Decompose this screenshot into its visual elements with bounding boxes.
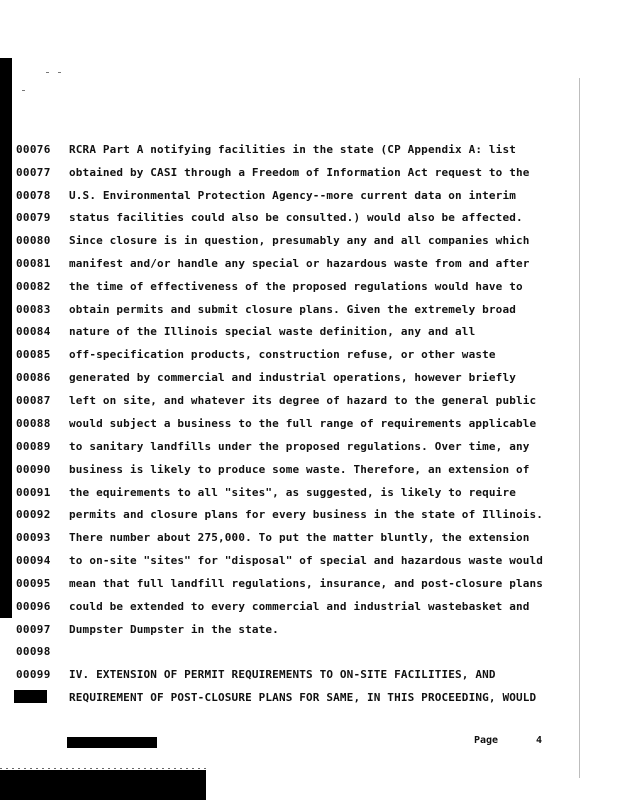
line-text: generated by commercial and industrial operations, however briefly xyxy=(69,371,516,384)
line-text: off-specification products, construction refuse, or other waste xyxy=(69,348,496,361)
line-number: 00080 xyxy=(16,234,51,247)
scan-speck xyxy=(58,72,61,73)
text-line xyxy=(0,207,618,229)
footer-redaction-bar xyxy=(67,737,157,748)
page-number: 4 xyxy=(536,735,543,746)
text-line xyxy=(0,299,618,321)
text-line xyxy=(0,459,618,481)
text-line xyxy=(0,390,618,412)
text-line xyxy=(0,230,618,252)
line-number: 00077 xyxy=(16,166,51,179)
line-number: 00089 xyxy=(16,440,51,453)
line-text: There number about 275,000. To put the matter bluntly, the extension xyxy=(69,531,530,544)
line-text: permits and closure plans for every business in the state of Illinois. xyxy=(69,508,544,521)
line-text: could be extended to every commercial and industrial wastebasket and xyxy=(69,600,530,613)
text-line xyxy=(0,185,618,207)
scan-speck xyxy=(22,90,25,91)
line-text: to on-site "sites" for "disposal" of special and hazardous waste would xyxy=(69,554,544,567)
line-text: Since closure is in question, presumably any and all companies which xyxy=(69,234,530,247)
line-number: 00095 xyxy=(16,577,51,590)
line-number: 00086 xyxy=(16,371,51,384)
text-line xyxy=(0,344,618,366)
text-line xyxy=(0,527,618,549)
text-line xyxy=(0,619,618,641)
line-text: RCRA Part A notifying facilities in the state (CP Appendix A: list xyxy=(69,143,516,156)
line-number: 00092 xyxy=(16,508,51,521)
line-text: obtained by CASI through a Freedom of Information Act request to the xyxy=(69,166,530,179)
line-number: 00084 xyxy=(16,325,51,338)
line-number: 00081 xyxy=(16,257,51,270)
bottom-redaction-bar xyxy=(0,770,206,800)
text-line xyxy=(0,139,618,161)
line-text: manifest and/or handle any special or hazardous waste from and after xyxy=(69,257,530,270)
line-number: 00082 xyxy=(16,280,51,293)
text-line xyxy=(0,482,618,504)
line-number: 00076 xyxy=(16,143,51,156)
line-text: mean that full landfill regulations, insurance, and post-closure plans xyxy=(69,577,544,590)
text-line xyxy=(0,253,618,275)
line-number: 00083 xyxy=(16,303,51,316)
text-line xyxy=(0,367,618,389)
text-line xyxy=(0,596,618,618)
line-text: the time of effectiveness of the proposed regulations would have to xyxy=(69,280,523,293)
text-line xyxy=(0,413,618,435)
line-number: 00078 xyxy=(16,189,51,202)
line-number: 00091 xyxy=(16,486,51,499)
text-line xyxy=(0,162,618,184)
text-line xyxy=(0,504,618,526)
line-text: obtain permits and submit closure plans. Given the extremely broad xyxy=(69,303,516,316)
text-line xyxy=(0,550,618,572)
line-text: the equirements to all "sites", as suggested, is likely to require xyxy=(69,486,516,499)
line-number: 00093 xyxy=(16,531,51,544)
text-line xyxy=(0,641,618,663)
text-line xyxy=(0,321,618,343)
redaction-block xyxy=(14,690,47,703)
line-text: U.S. Environmental Protection Agency--more current data on interim xyxy=(69,189,516,202)
line-number: 00096 xyxy=(16,600,51,613)
line-number: 00099 xyxy=(16,668,51,681)
line-number: 00094 xyxy=(16,554,51,567)
line-number: 00098 xyxy=(16,645,51,658)
line-text: Dumpster Dumpster in the state. xyxy=(69,623,279,636)
line-text: status facilities could also be consulted.) would also be affected. xyxy=(69,211,523,224)
line-text: would subject a business to the full range of requirements applicable xyxy=(69,417,537,430)
line-text: left on site, and whatever its degree of hazard to the general public xyxy=(69,394,537,407)
line-number: 00085 xyxy=(16,348,51,361)
text-line xyxy=(0,436,618,458)
line-text: business is likely to produce some waste. Therefore, an extension of xyxy=(69,463,530,476)
line-text: to sanitary landfills under the proposed regulations. Over time, any xyxy=(69,440,530,453)
text-line xyxy=(0,276,618,298)
line-text: IV. EXTENSION OF PERMIT REQUIREMENTS TO ON-SITE FACILITIES, AND xyxy=(69,668,496,681)
line-number: 00087 xyxy=(16,394,51,407)
scan-noise xyxy=(0,768,210,769)
text-line xyxy=(0,573,618,595)
page-label: Page xyxy=(474,735,499,746)
scan-speck xyxy=(46,72,49,73)
line-text: nature of the Illinois special waste definition, any and all xyxy=(69,325,476,338)
line-text: REQUIREMENT OF POST-CLOSURE PLANS FOR SAME, IN THIS PROCEEDING, WOULD xyxy=(69,691,537,704)
text-line xyxy=(0,664,618,686)
line-number: 00097 xyxy=(16,623,51,636)
line-number: 00079 xyxy=(16,211,51,224)
text-line xyxy=(0,687,618,709)
line-number: 00090 xyxy=(16,463,51,476)
line-number: 00088 xyxy=(16,417,51,430)
